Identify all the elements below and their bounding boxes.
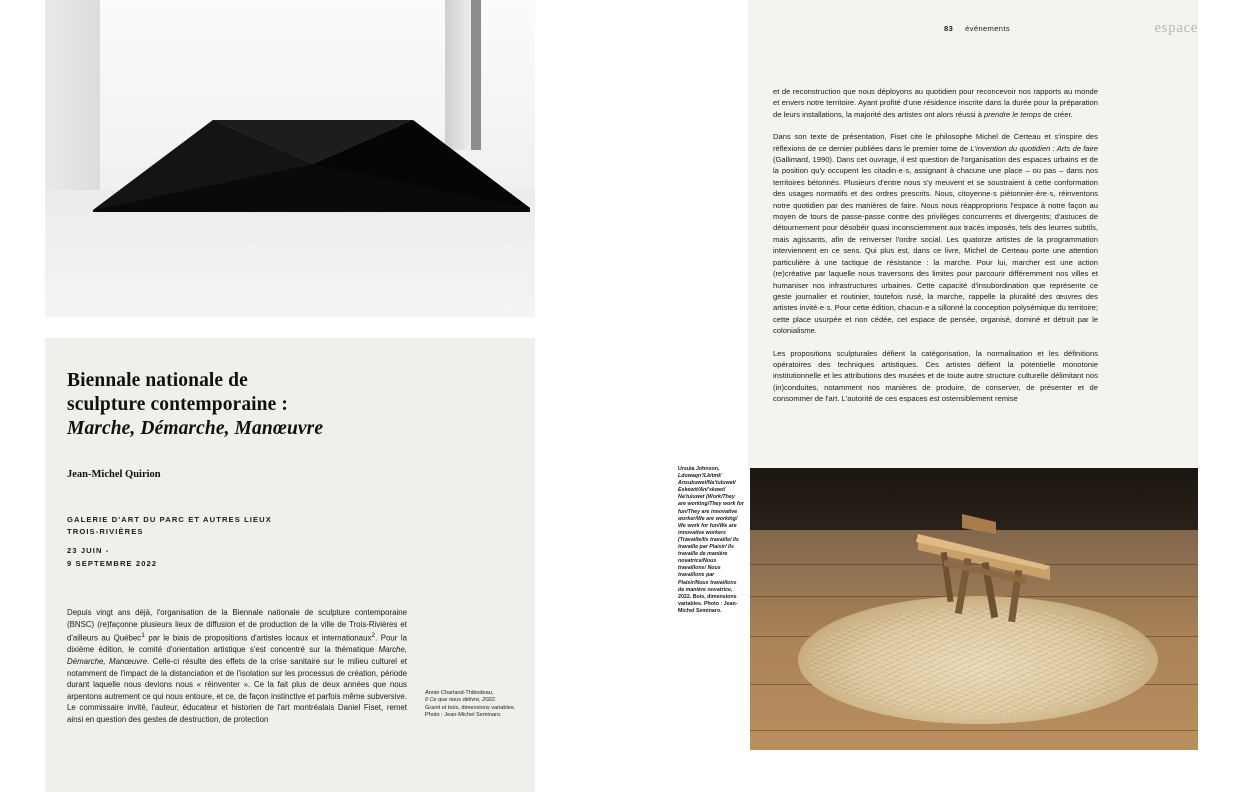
left-page (45, 0, 535, 792)
gallery-installation-photo (45, 0, 535, 317)
venue-date-start: 23 JUIN - (67, 546, 110, 556)
paragraph-2: Dans son texte de présentation, Fiset cite le philosophe Michel de Certeau et s'inspire des réflexions de ce dernier publiées dans le premier tome de L'invention du quotidien : Arts de faire (Gallimard, 1990). Dans cet ouvrage, il est question de l'organisation des espaces urbains et de la position qu'y occupent les citadin·e·s, assignant à chacune une place – ou pas – dans nos territoires bétonnés. Plusieurs d'entre nous s'y meuvent et se soustraient à cette conformation des usages normatifs et des ordres prescrits. Nous, citoyenne·s piétonnier·ère·s, réinventons notre quotidien par des manières de faire. Nous nous réapproprions l'espace à notre façon au moyen de tours de passe-passe contre des privilèges concurrents et divergents; d'astuces de détournement pour désobéir quasi inconsciemment aux tracés imposés, tels des leurres subtils, mais agissants, afin de renverser l'ordre social. Les quatorze artistes de la programmation interviennent en ce sens. Qui plus est, dans ce livre, Michel de Certeau porte une attention particulière à une tactique de résistance : la marche. Pour lui, marcher est une action (re)créative par laquelle nous traversons des limites pour parcourir différemment nos villes et humaniser nos infrastructures urbaines. Cette capacité d'insubordination que représente ce geste journalier et routinier, toutefois rusé, la marche, rappelle la pluralité des œuvres des artistes invité·e·s. Pour cette édition, chacun·e a sillonné la conception polysémique du territoire; cette place usurpée et non cédée, cet espace de pensée, organisé, dominé et détruit par le colonialisme. (773, 132, 1099, 336)
venue-line-1: GALERIE D'ART DU PARC ET AUTRES LIEUX (67, 515, 272, 524)
title-line-italic: Marche, Démarche, Manœuvre (67, 418, 324, 439)
venue-line-2: TROIS-RIVIÈRES (67, 527, 144, 537)
paragraph-3: Les propositions sculpturales défient la catégorisation, la normalisation et les définitions opératoires des techniques artistiques. Ces artistes défient la potentielle monotonie institutionnelle et les attributions des musées et de toute autre structure culturelle délimitant nos (in)conduites, notamment nos manières de produire, de conserver, de présenter et de consommer de l'art. L'autorité de ces espaces est ostensiblement remise (773, 348, 1098, 404)
venue-info (67, 514, 272, 570)
page-title (67, 369, 427, 441)
venue-date-end: 9 SEPTEMBRE 2022 (67, 558, 158, 568)
article-body-left: Depuis vingt ans déjà, l'organisation de la Biennale nationale de sculpture contemporaine (BNSC) (re)façonne plusieurs lieux de diffusion et de production de la ville de Trois-Rivières et d'ailleurs au Québec$^1$ par le biais de propositions d'artistes locaux et internationaux$^2$. Pour la dixième édition, le comité d'orientation artistique s'est concentré sur la thématique Marche, Démarche, Manœuvre. Celle-ci résulte des effets de la crise sanitaire sur le milieu culturel et notamment de l'impact de la distanciation et de l'isolation sur les processus de création, période durant laquelle nous devions nous « réinventer ». Ce la fait plus de deux années que nous arpentons autrement ce qui nous entoure, et ce, de façon instinctive et parfois même subversive. Le commissaire invité, l'auteur, éducateur et historien de l'art montréalais Daniel Fiset, remet ainsi en question des gestes de destruction, de protection (67, 608, 407, 724)
caption-artist: Ursula Johnson, (678, 466, 720, 472)
author-name: Jean-Michel Quirion (67, 469, 161, 480)
caption-work-title: Lduwaqn'/Lkitmk' Ansukuwet/Na'tuluwet/ Eskewit/Ani'skwet/ Na'tuluwet (Work/They are working/They work for fun/They are innovative worker/We are working/ We work for fun/We are innovative workers (Travaille/Ils travaille/ Ils travaille par Plaisir/ Ils travaille de manière novatrice/Nous travaillons/ Nous travaillons par Plaisir/Nous travaillons de manière novatrice, (678, 473, 744, 593)
masthead-logo: espace (1154, 20, 1198, 36)
folio-number: 83 (944, 24, 954, 33)
caption-artist: Annie Charland-Thibodeau, (425, 690, 494, 696)
right-page (678, 0, 1198, 792)
folio (944, 24, 1010, 33)
caption-work-title: Il Ce que nous délivre, 2022. (425, 697, 497, 704)
caption-credit: Photo : Jean-Michel Seminaro. (425, 712, 502, 719)
caption-details: 2022. Bois, dimensions variables. (678, 593, 737, 607)
article-text-panel (45, 338, 535, 792)
title-line-1: Biennale nationale de (67, 370, 248, 391)
caption-credit: Photo : Jean-Michel Seminaro. (678, 600, 738, 614)
page-gutter (620, 0, 621, 792)
floor-plank-line (750, 730, 1198, 731)
folio-section: événements (965, 24, 1011, 33)
wood-shavings-installation-photo (750, 468, 1198, 750)
title-line-2: sculpture contemporaine : (67, 394, 288, 415)
sawhorse-beam-sculpture (900, 504, 1070, 634)
article-body-right (773, 86, 1098, 416)
figure-caption-right (678, 466, 744, 615)
caption-details: Granit et bois, dimensions variables. (425, 704, 516, 711)
black-pyramid-sculpture (93, 112, 530, 212)
figure-caption-left (425, 690, 530, 720)
paragraph-1: et de reconstruction que nous déployons au quotidien pour reconcevoir nos rapports au monde et envers notre territoire. Ayant profité d'une résidence inscrite dans la durée pour la préparation de leurs installations, la majorité des artistes ont alors réussi à prendre le temps de créer. (773, 87, 1098, 119)
